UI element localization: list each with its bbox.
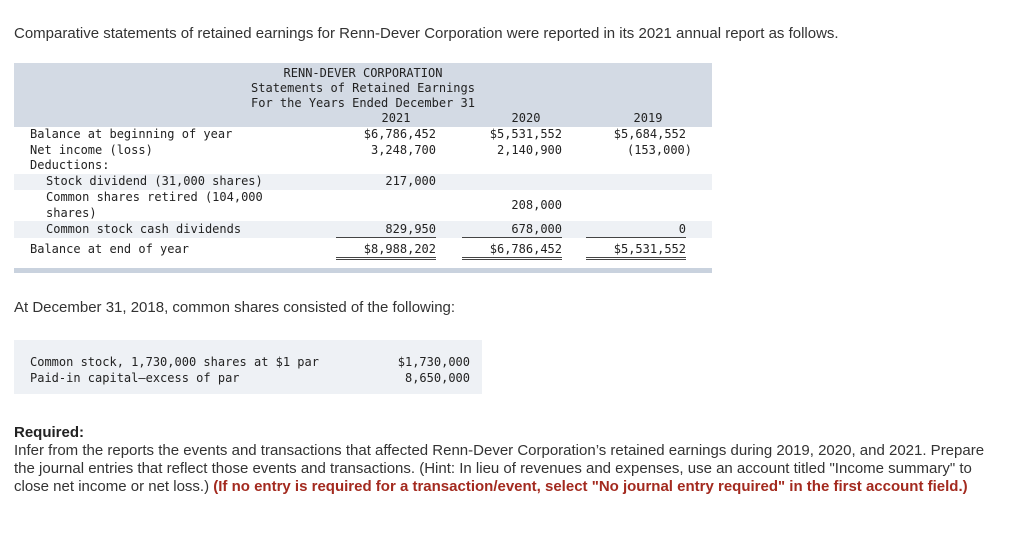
company-name: RENN-DEVER CORPORATION — [283, 66, 443, 80]
year-2021-header: 2021 — [381, 111, 411, 125]
ending-2021: $8,988,202 — [336, 242, 436, 260]
net-income-2020: 2,140,900 — [496, 143, 562, 157]
statement-title: Statements of Retained Earnings — [251, 81, 475, 95]
row-label-ending: Balance at end of year — [30, 242, 189, 256]
row-label-shares-retired-1: Common shares retired (104,000 — [46, 190, 263, 204]
paid-in-capital-label: Paid-in capital—excess of par — [30, 371, 240, 385]
row-label-shares-retired-2: shares) — [46, 206, 97, 220]
shares-retired-2020: 208,000 — [511, 198, 562, 212]
required-instructions: Infer from the reports the events and transactions that affected Renn-Dever Corporation’s retained earnings during 2019, 2020, and 2021. Prepare the journal entries that reflect those events and transactions. (Hint: In lieu of revenues and expenses, use an account titled "Income summary" to close net income or net loss.) — [14, 442, 985, 495]
intro-text: Comparative statements of retained earnings for Renn-Dever Corporation were reported in its 2021 annual report as follows. — [14, 25, 839, 42]
common-stock-value: $1,730,000 — [397, 355, 470, 369]
beginning-2019: $5,684,552 — [613, 127, 686, 141]
row-label-net-income: Net income (loss) — [30, 143, 153, 157]
paid-in-capital-value: 8,650,000 — [404, 371, 470, 385]
table-bottom-rule — [14, 268, 712, 273]
row-label-deductions: Deductions: — [30, 158, 110, 172]
statement-period: For the Years Ended December 31 — [251, 96, 475, 110]
retained-earnings-statement — [14, 63, 712, 275]
row-label-stock-dividend: Stock dividend (31,000 shares) — [46, 174, 263, 188]
ending-2020: $6,786,452 — [462, 242, 562, 260]
row-label-beginning: Balance at beginning of year — [30, 127, 233, 141]
ending-2019: $5,531,552 — [586, 242, 686, 260]
beginning-2021: $6,786,452 — [363, 127, 436, 141]
beginning-2020: $5,531,552 — [489, 127, 562, 141]
required-title: Required: — [14, 424, 85, 441]
cash-dividends-2021: 829,950 — [336, 222, 436, 238]
common-stock-label: Common stock, 1,730,000 shares at $1 par — [30, 355, 319, 369]
required-hint: (If no entry is required for a transaction/event, select "No journal entry required" in the first account field.) — [213, 478, 968, 495]
stock-dividend-2021: 217,000 — [385, 174, 436, 188]
required-section — [14, 424, 1004, 496]
required-body — [14, 442, 1004, 496]
cash-dividends-2019: 0 — [586, 222, 686, 238]
cash-dividends-2020: 678,000 — [462, 222, 562, 238]
year-2019-header: 2019 — [633, 111, 663, 125]
statement-header — [14, 63, 712, 127]
common-shares-table — [14, 340, 482, 394]
row-label-cash-dividends: Common stock cash dividends — [46, 222, 242, 236]
dec-2018-text: At December 31, 2018, common shares consisted of the following: — [14, 299, 456, 316]
net-income-2021: 3,248,700 — [370, 143, 436, 157]
year-2020-header: 2020 — [511, 111, 541, 125]
net-income-2019: (153,000) — [626, 143, 692, 157]
